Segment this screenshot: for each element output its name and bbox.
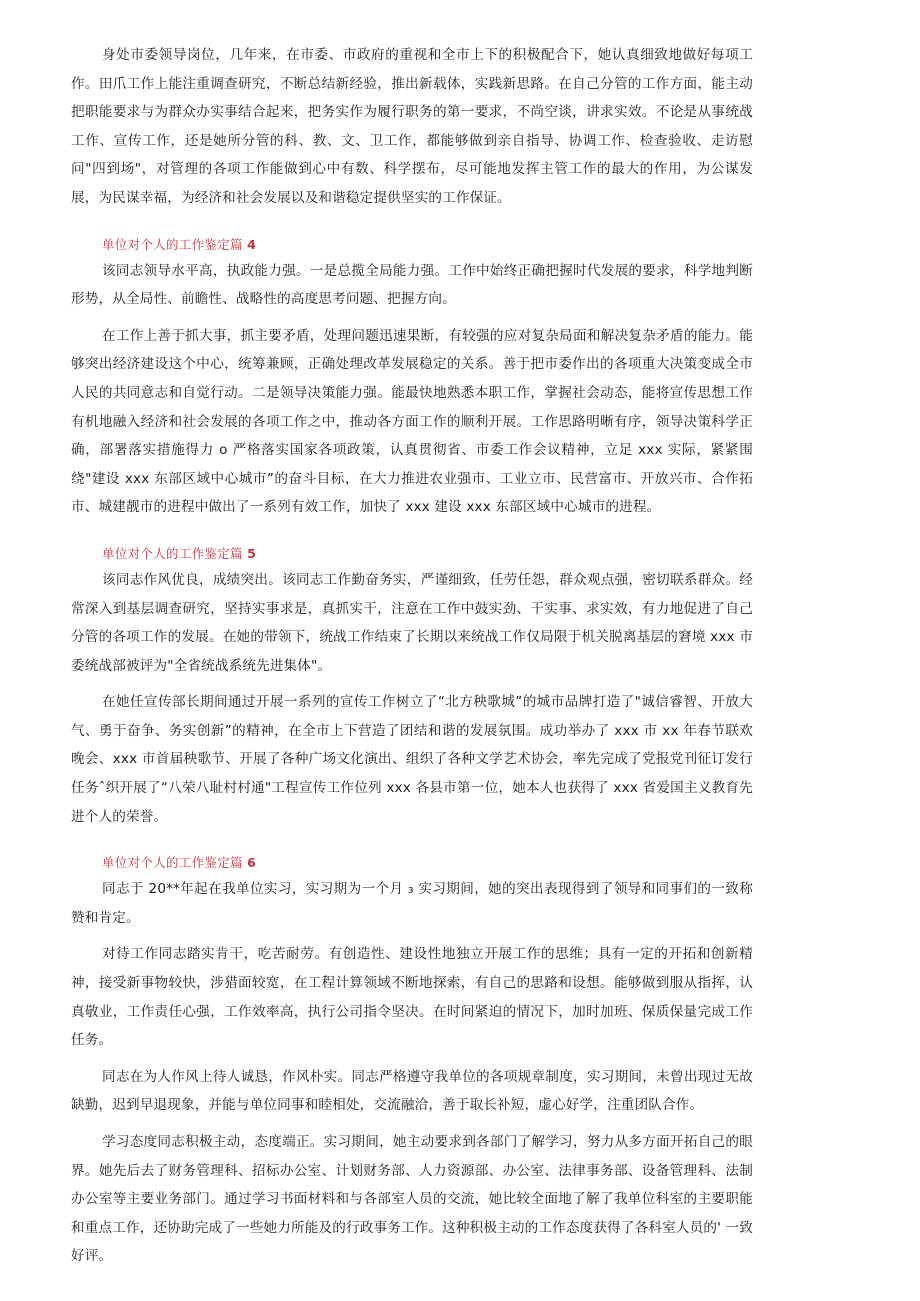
section-4-paragraph-2: 在工作上善于抓大事，抓主要矛盾，处理问题迅速果断，有较强的应对复杂局面和解决复杂矛盾的能力。能够突出经济建设这个中心，统筹兼顾，正确处理改革发展稳定的关系。善于把市委作出的各项重大决策变成全市人民的共同意志和自觉行动。二是领导决策能力强。能最快地熟悉本职工作，掌握社会动态，能将宣传思想工作有机地融入经济和社会发展的各项工作之中，推动各方面工作的顺利开展。工作思路明晰有序，领导决策科学正确，部署落实措施得力 o 严格落实国家各项政策，认真贯彻省、市委工作会议精神，立足 xxx 实际，紧紧围绕"建设 xxx 东部区域中心城市”的奋斗目标，在大力推进农业强市、工业立市、民营富市、开放兴市、合作拓市、城建靓市的进程中做出了一系列有效工作，加快了 xxx 建设 xxx 东部区域中心城市的进程。 [71, 327, 753, 516]
section-6-heading [102, 851, 753, 875]
section-5-paragraph-1: 该同志作风优良，成绩突出。该同志工作勤奋务实，严谨细致，任劳任怨，群众观点强，密切联系群众。经常深入到基层调查研究，坚持实事求是，真抓实干，注意在工作中鼓实劲、干实事、求实效，有力地促进了自己分管的各项工作的发展。在她的带领下，统战工作结束了长期以来统战工作仅局限于机关脱离基层的窘境 xxx 市委统战部被评为"全省统战系统先进集体"。 [71, 571, 753, 674]
section-4-title: 单位对个人的工作鉴定篇 [102, 236, 243, 252]
document-body [71, 41, 753, 1271]
section-6-paragraph-4: 学习态度同志积极主动，态度端正。实习期间，她主动要求到各部门了解学习，努力从多方面开拓自己的眼界。她先后去了财务管理科、招标办公室、计划财务部、人力资源部、办公室、法律事务部、设备管理科、法制办公室等主要业务部门。通过学习书面材料和与各部室人员的交流，她比较全面地了解了我单位科室的主要职能和重点工作，还协助完成了一些她力所能及的行政事务工作。这种积极主动的工作态度获得了各科室人员的' 一致好评。 [71, 1134, 753, 1265]
section-4-number: 4 [247, 236, 257, 252]
section-6-title: 单位对个人的工作鉴定篇 [102, 855, 243, 871]
section-6-paragraph-3: 同志在为人作风上待人诚恳，作风朴实。同志严格遵守我单位的各项规章制度，实习期间，未曾出现过无故缺勤，迟到早退现象，并能与单位同事和睦相处，交流融洽，善于取长补短，虚心好学，注重团队合作。 [71, 1068, 753, 1114]
section-6-number: 6 [247, 855, 257, 871]
section-6-paragraph-2: 对待工作同志踏实肯干，吃苦耐劳。有创造性、建设性地独立开展工作的思维；具有一定的开拓和创新精神，接受新事物较快，涉猎面较宽，在工程计算领域不断地探索，有自己的思路和设想。能够做到服从指挥，认真敬业，工作责任心强，工作效率高，执行公司指令坚决。在时间紧迫的情况下，加时加班、保质保量完成工作任务。 [71, 946, 753, 1049]
section-5-number: 5 [247, 545, 257, 561]
section-4-paragraph-1: 该同志领导水平高，执政能力强。一是总揽全局能力强。工作中始终正确把握时代发展的要求，科学地判断形势，从全局性、前瞻性、战略性的高度思考问题、把握方向。 [71, 262, 753, 308]
intro-paragraph: 身处市委领导岗位，几年来，在市委、市政府的重视和全市上下的积极配合下，她认真细致地做好每项工作。田爪工作上能注重调查研究，不断总结新经验，推出新载体，实践新思路。在自己分管的工作方面，能主动把职能要求与为群众办实事结合起来，把务实作为履行职务的第一要求，不尚空谈，讲求实效。不论是从事统战工作、宣传工作，还是她所分管的科、教、文、卫工作，都能够做到亲自指导、协调工作、检查验收、走访慰问"四到场"，对管理的各项工作能做到心中有数、科学摆布，尽可能地发挥主管工作的最大的作用，为公谋发展，为民谋幸福，为经济和社会发展以及和谐稳定提供坚实的工作保证。 [71, 47, 753, 206]
section-5-title: 单位对个人的工作鉴定篇 [102, 545, 243, 561]
section-5-heading [102, 542, 753, 566]
section-6-paragraph-1: 同志于 20**年起在我单位实习，实习期为一个月 ₃ 实习期间，她的突出表现得到了领导和同事们的一致称赞和肯定。 [71, 881, 753, 926]
section-5-paragraph-2: 在她任宣传部长期间通过开展一系列的宣传工作树立了“北方秧歌城”的城市品牌打造了"诚信睿智、开放大气、勇于奋争、务实创新”的精神，在全市上下营造了团结和谐的发展氛围。成功举办了 xxx 市 xx 年春节联欢晚会、xxx 市首届秧歌节、开展了各种广场文化演出、组织了各种文学艺术协会，率先完成了党报党刊征订发行任务ˆ织开展了“八荣八耻村村通"工程宣传工作位列 xxx 各县市第一位，她本人也获得了 xxx 省爱国主义教育先进个人的荣誉。 [71, 694, 753, 825]
section-4-heading [102, 233, 753, 257]
